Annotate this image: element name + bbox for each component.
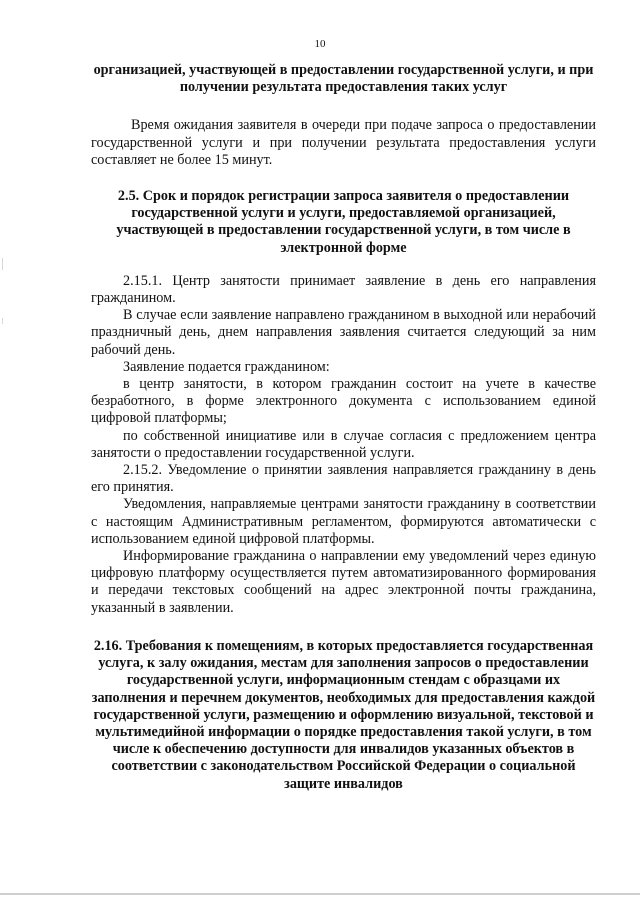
- paragraph-wait-time: Время ожидания заявителя в очереди при подаче запроса о предоставлении государственной услуги и при получении результата предоставления услуги составляет не более 15 минут.: [91, 117, 596, 168]
- section-2-5-title: 2.5. Срок и порядок регистрации запроса заявителя о предоставлении государственной услуги и услуги, предоставляемой организацией, участвующей в предоставлении государственной услуги, в том числе в электронной форме: [116, 188, 571, 256]
- paragraph: 2.15.2. Уведомление о принятии заявления направляется гражданину в день его принятия.: [91, 462, 596, 496]
- page-number: 10: [314, 38, 326, 50]
- paragraph: В случае если заявление направлено гражданином в выходной или нерабочий праздничный день, днем направления заявления считается следующий за ним рабочий день.: [91, 307, 596, 358]
- paragraph: Информирование гражданина о направлении ему уведомлений через единую цифровую платформу осуществляется путем автоматизированного формирования и передачи текстовых сообщений на адрес электронной почты гражданина, указанный в заявлении.: [91, 548, 596, 616]
- heading-continuation: организацией, участвующей в предоставлении государственной услуги, и при получении результата предоставления таких услуг: [93, 62, 594, 96]
- paragraph: по собственной инициативе или в случае согласия с предложением центра занятости о предоставлении государственной услуги.: [91, 427, 596, 461]
- paragraph: в центр занятости, в котором гражданин состоит на учете в качестве безработного, в форме электронного документа с использованием единой цифровой платформы;: [91, 376, 596, 427]
- paragraph: Заявление подается гражданином:: [123, 358, 330, 375]
- document-body: [91, 62, 596, 793]
- paragraph: Уведомления, направляемые центрами занятости гражданину в соответствии с настоящим Административным регламентом, формируются автоматически с использованием единой цифровой платформы.: [91, 496, 596, 547]
- scan-edge-mark: [2, 318, 3, 324]
- scan-edge-mark: [2, 258, 3, 270]
- section-2-16-title: 2.16. Требования к помещениям, в которых предоставляется государственная услуга, к залу ожидания, местам для заполнения запросов о предоставлении государственной услуги, информационным стендам с образцами их заполнения и перечнем документов, необходимых для предоставления каждой государственной услуги, размещению и оформлению визуальной, текстовой и мультимедийной информации о порядке предоставления такой услуги, в том числе к обеспечению доступности для инвалидов указанных объектов в соответствии с законодательством Российской Федерации о социальной защите инвалидов: [91, 637, 596, 792]
- paragraph: 2.15.1. Центр занятости принимает заявление в день его направления гражданином.: [91, 272, 596, 307]
- scan-bottom-edge: [0, 893, 640, 895]
